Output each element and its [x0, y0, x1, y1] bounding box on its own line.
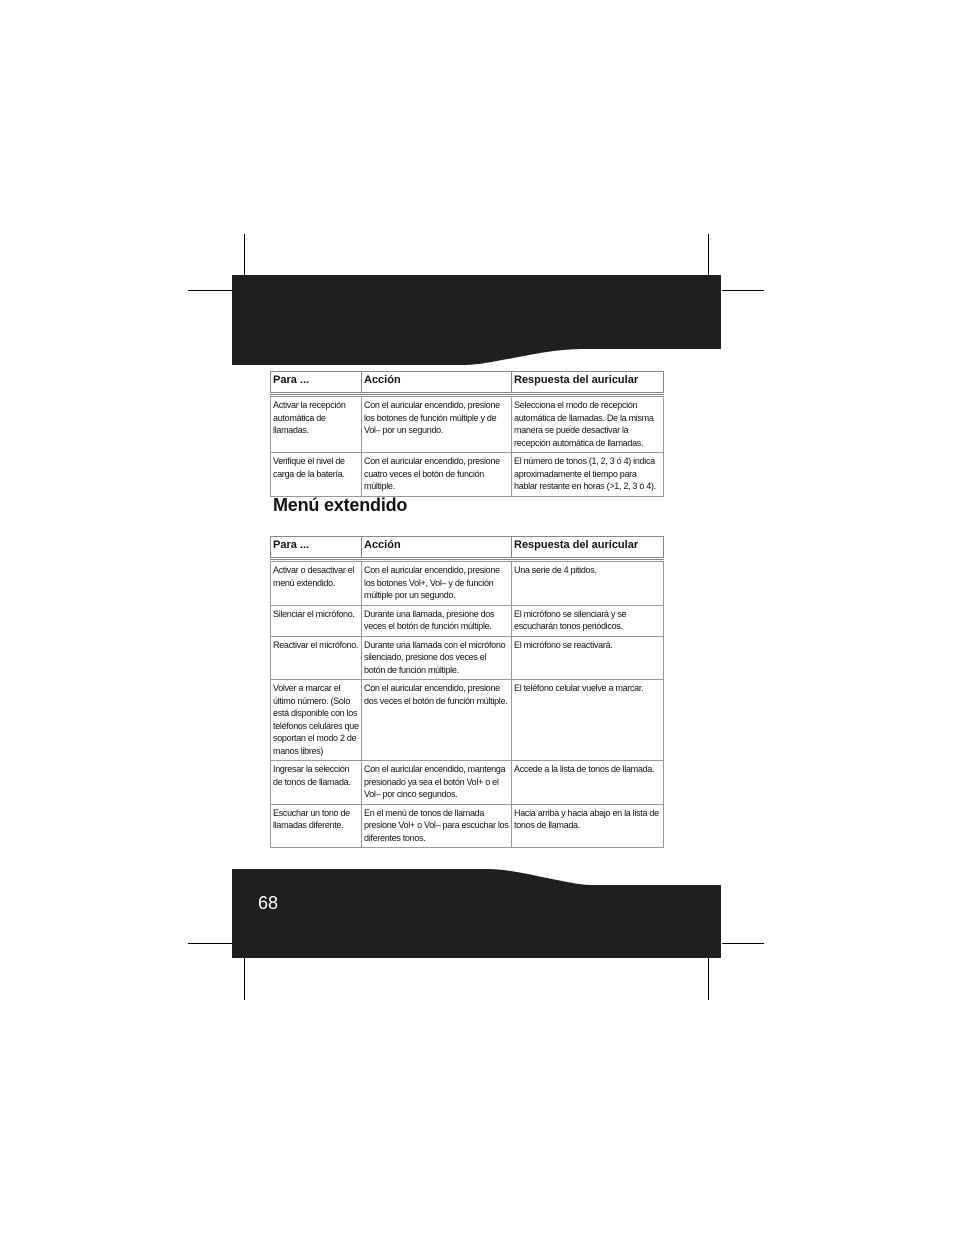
- header-respuesta: Respuesta del auricular: [512, 372, 664, 394]
- cell-accion: Durante una llamada, presione dos veces el botón de función múltiple.: [362, 605, 512, 636]
- footer-band: [232, 869, 721, 958]
- cell-para: Verifique el nivel de carga de la batería.: [271, 453, 362, 497]
- table-row: [271, 453, 664, 497]
- cell-respuesta: Accede a la lista de tonos de llamada.: [512, 761, 664, 805]
- crop-mark: [244, 958, 245, 1000]
- cell-para: Silenciar el micrófono.: [271, 605, 362, 636]
- crop-mark: [708, 234, 709, 276]
- cell-respuesta: Hacia arriba y hacia abajo en la lista de tonos de llamada.: [512, 804, 664, 848]
- cell-para: Volver a marcar el último número. (Solo está disponible con los teléfonos celulares que soportan el modo 2 de manos libres): [271, 680, 362, 761]
- header-accion: Acción: [362, 372, 512, 394]
- response-table-1: [270, 371, 664, 497]
- table-row: [271, 761, 664, 805]
- cell-respuesta: Una serie de 4 pitidos.: [512, 562, 664, 606]
- table-row: [271, 636, 664, 680]
- table-row: [271, 605, 664, 636]
- cell-respuesta: El micrófono se reactivará.: [512, 636, 664, 680]
- cell-para: Activar la recepción automática de llamadas.: [271, 397, 362, 453]
- header-para: Para ...: [271, 537, 362, 559]
- section-title: Menú extendido: [273, 495, 408, 515]
- cell-respuesta: El teléfono celular vuelve a marcar.: [512, 680, 664, 761]
- table-row: [271, 562, 664, 606]
- crop-mark: [244, 234, 245, 276]
- table-header-row: [271, 537, 664, 559]
- header-band: [232, 275, 721, 365]
- cell-para: Reactivar el micrófono.: [271, 636, 362, 680]
- table-header-row: [271, 372, 664, 394]
- header-respuesta: Respuesta del auricular: [512, 537, 664, 559]
- cell-para: Escuchar un tono de llamadas diferente.: [271, 804, 362, 848]
- table-row: [271, 804, 664, 848]
- cell-accion: Durante una llamada con el micrófono silenciado, presione dos veces el botón de función múltiple.: [362, 636, 512, 680]
- cell-respuesta: El micrófono se silenciará y se escucharán tonos periódicos.: [512, 605, 664, 636]
- table-row: [271, 397, 664, 453]
- cell-respuesta: Selecciona el modo de recepción automática de llamadas. De la misma manera se puede desactivar la recepción automática de llamadas.: [512, 397, 664, 453]
- cell-para: Ingresar la selección de tonos de llamada.: [271, 761, 362, 805]
- crop-mark: [188, 943, 232, 944]
- cell-accion: En el menú de tonos de llamada presione Vol+ o Vol– para escuchar los diferentes tonos.: [362, 804, 512, 848]
- cell-accion: Con el auricular encendido, presione dos veces el botón de función múltiple.: [362, 680, 512, 761]
- header-accion: Acción: [362, 537, 512, 559]
- response-table-2: [270, 536, 664, 848]
- crop-mark: [722, 943, 764, 944]
- cell-accion: Con el auricular encendido, presione cuatro veces el botón de función múltiple.: [362, 453, 512, 497]
- cell-respuesta: El número de tonos (1, 2, 3 ó 4) indica aproximadamente el tiempo para hablar restante en horas (>1, 2, 3 ó 4).: [512, 453, 664, 497]
- cell-accion: Con el auricular encendido, presione los botones de función múltiple y de Vol– por un segundo.: [362, 397, 512, 453]
- cell-accion: Con el auricular encendido, presione los botones Vol+, Vol– y de función múltiple por un segundo.: [362, 562, 512, 606]
- cell-accion: Con el auricular encendido, mantenga presionado ya sea el botón Vol+ o el Vol– por cinco segundos.: [362, 761, 512, 805]
- crop-mark: [722, 290, 764, 291]
- header-para: Para ...: [271, 372, 362, 394]
- crop-mark: [708, 958, 709, 1000]
- page-number: 68: [258, 893, 279, 913]
- crop-mark: [188, 290, 232, 291]
- cell-para: Activar o desactivar el menú extendido.: [271, 562, 362, 606]
- table-row: [271, 680, 664, 761]
